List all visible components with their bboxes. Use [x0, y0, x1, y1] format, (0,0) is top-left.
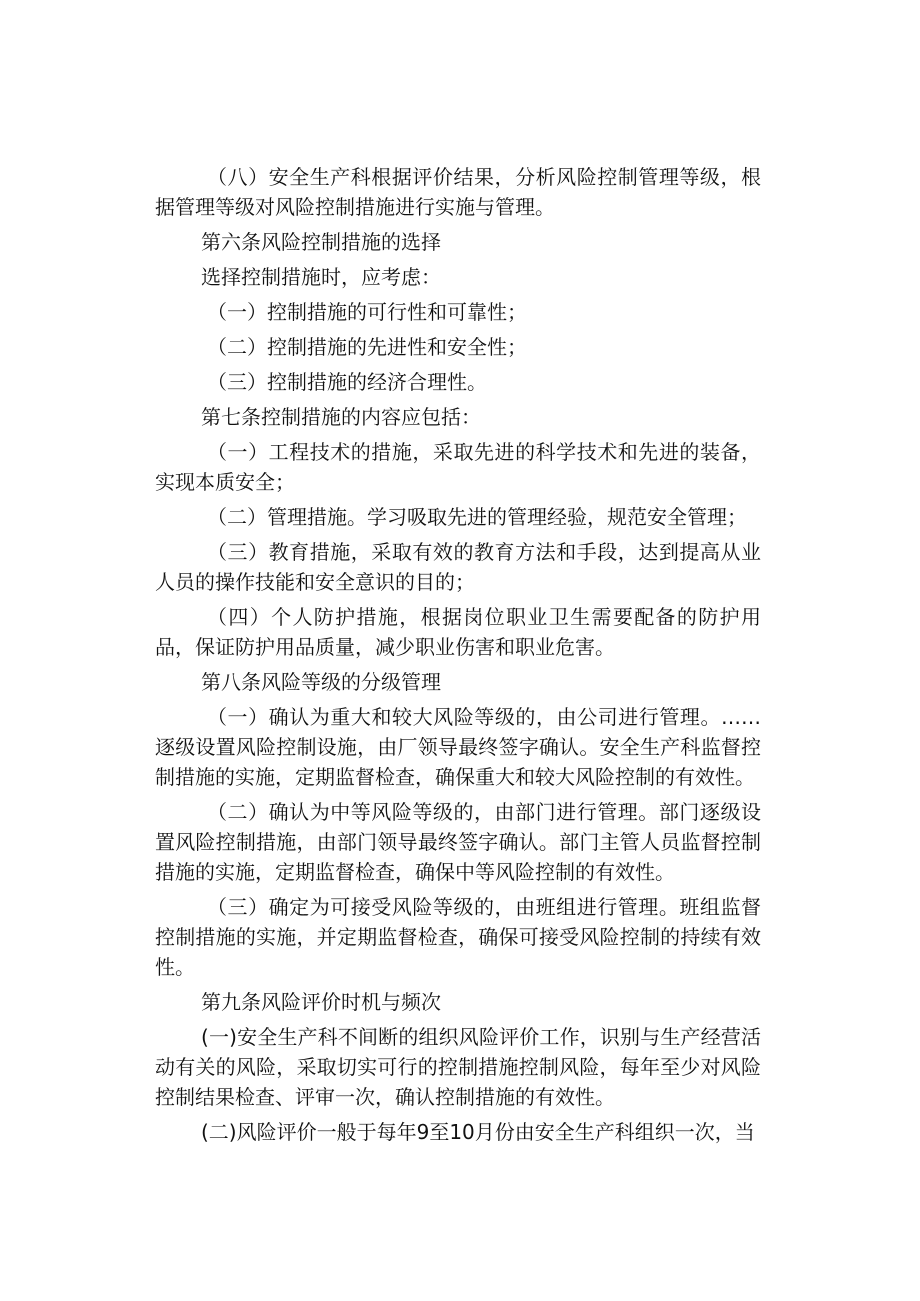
article-heading: 第六条风险控制措施的选择	[201, 230, 441, 254]
paragraph: （二）管理措施。学习吸取先进的管理经验，规范安全管理；	[207, 505, 747, 529]
article-heading: 第九条风险评价时机与频次	[201, 990, 441, 1014]
document-body	[155, 162, 761, 1152]
article-heading: 第七条控制措施的内容应包括：	[201, 405, 481, 429]
paragraph: （二）控制措施的先进性和安全性；	[207, 335, 527, 359]
paragraph: （四）个人防护措施，根据岗位职业卫生需要配备的防护用品，保证防护用品质量，减少职业伤害和职业危害。	[155, 605, 761, 659]
paragraph: （八）安全生产科根据评价结果，分析风险控制管理等级，根据管理等级对风险控制措施进行实施与管理。	[155, 165, 761, 219]
paragraph: (一)安全生产科不间断的组织风险评价工作，识别与生产经营活动有关的风险，采取切实可行的控制措施控制风险，每年至少对风险控制结果检查、评审一次，确认控制措施的有效性。	[155, 1025, 761, 1109]
article-heading: 第八条风险等级的分级管理	[201, 670, 441, 694]
article-heading: 选择控制措施时，应考虑：	[201, 265, 441, 289]
paragraph: （三）控制措施的经济合理性。	[207, 370, 487, 394]
paragraph: （二）确认为中等风险等级的，由部门进行管理。部门逐级设置风险控制措施，由部门领导最终签字确认。部门主管人员监督控制措施的实施，定期监督检查，确保中等风险控制的有效性。	[155, 800, 761, 884]
paragraph: （三）教育措施，采取有效的教育方法和手段，达到提高从业人员的操作技能和安全意识的目的；	[155, 540, 761, 594]
paragraph: （一）工程技术的措施，采取先进的科学技术和先进的装备，实现本质安全；	[155, 440, 761, 494]
paragraph: (二)风险评价一般于每年9至10月份由安全生产科组织一次，当	[201, 1120, 755, 1144]
paragraph: （三）确定为可接受风险等级的，由班组进行管理。班组监督控制措施的实施，并定期监督检查，确保可接受风险控制的持续有效性。	[155, 895, 761, 979]
paragraph: （一）确认为重大和较大风险等级的，由公司进行管理。……逐级设置风险控制设施，由厂领导最终签字确认。安全生产科监督控制措施的实施，定期监督检查，确保重大和较大风险控制的有效性。	[155, 705, 761, 789]
paragraph: （一）控制措施的可行性和可靠性；	[207, 300, 527, 324]
